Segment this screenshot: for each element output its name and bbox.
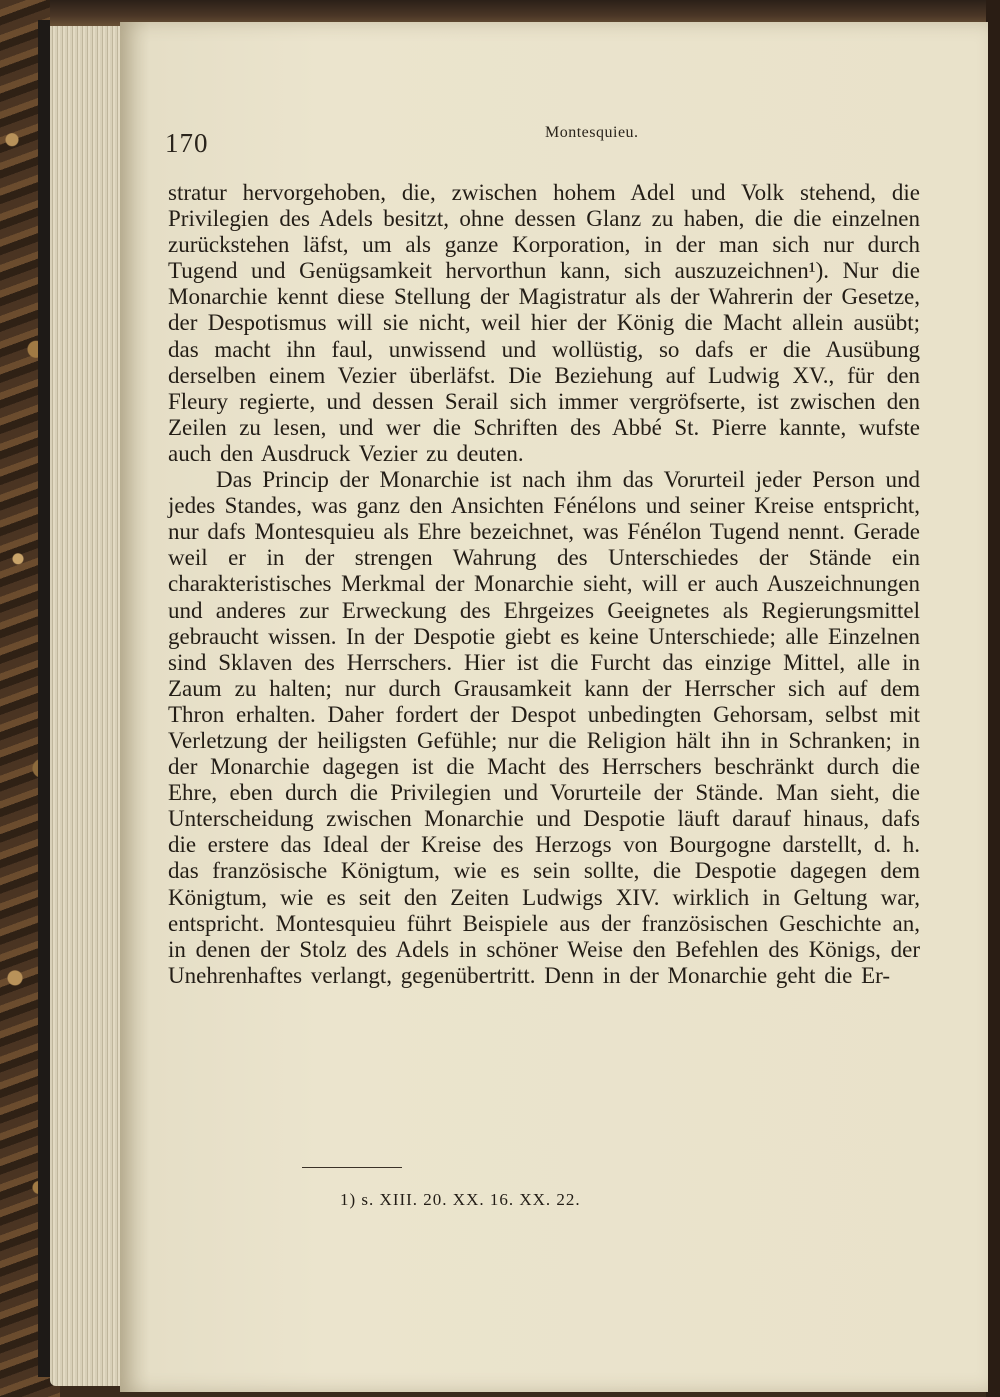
book-right-edge xyxy=(986,0,1000,1397)
footnote-marker: 1) xyxy=(340,1190,357,1209)
page-stack-edge xyxy=(50,18,130,1386)
running-title: Montesquieu. xyxy=(545,124,639,141)
footnote xyxy=(340,1190,581,1210)
body-text xyxy=(168,180,920,989)
paragraph: Das Princip der Monarchie ist nach ihm das Vorurteil jeder Person und jedes Standes, was ganz den Ansichten Fénélons und seiner Kreise entspricht, nur dafs Montesquieu als Ehre bezeichnet, was Fénélon Tugend nennt. Gerade weil er in der strengen Wahrung des Unterschiedes der Stände ein charakteristisches Merkmal der Monarchie sieht, will er auch Auszeichnungen und anderes zur Erweckung des Ehrgeizes Geeignetes als Regierungsmittel gebraucht wissen. In der Despotie giebt es keine Unterschiede; alle Einzelnen sind Sklaven des Herrschers. Hier ist die Furcht das einzige Mittel, alle in Zaum zu halten; nur durch Grausamkeit kann der Herrscher sich auf dem Thron erhalten. Daher fordert der Despot unbedingten Gehorsam, selbst mit Verletzung der heiligsten Gefühle; nur die Religion hält ihn in Schranken; in der Monarchie dagegen ist die Macht des Herrschers beschränkt durch die Ehre, eben durch die Privilegien und Vorurteile der Stände. Man sieht, die Unterscheidung zwischen Monarchie und Despotie läuft darauf hinaus, dafs die erstere das Ideal der Kreise des Herzogs von Bourgogne darstellt, d. h. das französische Königtum, wie es sein sollte, die Despotie dagegen dem Königtum, wie es seit den Zeiten Ludwigs XIV. wirklich in Geltung war, entspricht. Montesquieu führt Beispiele aus der französischen Geschichte an, in denen der Stolz des Adels in schöner Weise den Befehlen des Königs, der Unehrenhaftes verlangt, gegenübertritt. Denn in der Monarchie geht die Er- xyxy=(168,467,920,988)
page-number: 170 xyxy=(165,128,209,158)
footnote-text: s. XIII. 20. XX. 16. XX. 22. xyxy=(361,1190,581,1209)
footnote-rule xyxy=(302,1167,402,1168)
running-head xyxy=(165,120,905,160)
paragraph: stratur hervorgehoben, die, zwischen hohem Adel und Volk stehend, die Privilegien des Adels besitzt, ohne dessen Glanz zu haben, die die einzelnen zurückstehen läfst, um als ganze Korporation, in der man sich nur durch Tugend und Genügsamkeit hervorthun kann, sich auszuzeichnen¹). Nur die Monarchie kennt diese Stellung der Magistratur als der Wahrerin der Gesetze, der Despotismus will sie nicht, weil hier der König die Macht allein ausübt; das macht ihn faul, unwissend und wollüstig, so dafs er die Ausübung derselben einem Vezier überläfst. Die Beziehung auf Ludwig XV., für den Fleury regierte, und dessen Serail sich immer vergröfserte, ist zwischen den Zeilen zu lesen, und wer die Schriften des Abbé St. Pierre kannte, wufste auch den Ausdruck Vezier zu deuten. xyxy=(168,180,920,466)
